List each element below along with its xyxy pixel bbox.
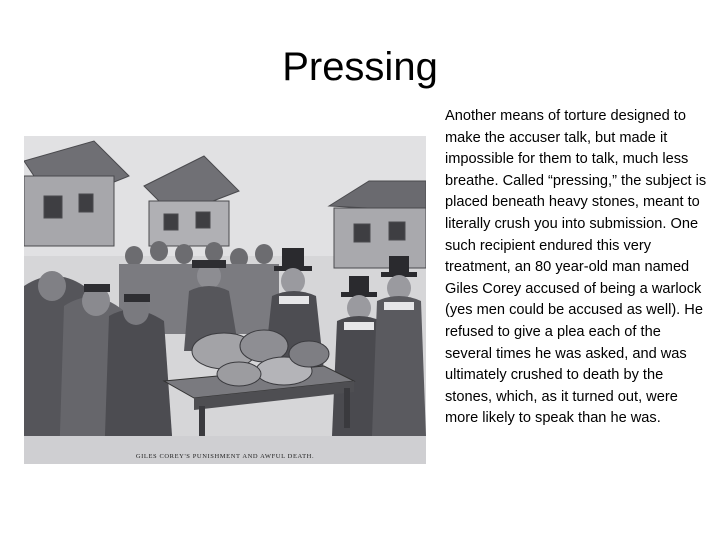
image-caption: GILES COREY'S PUNISHMENT AND AWFUL DEATH. — [135, 453, 315, 460]
slide-body-text: Another means of torture designed to make the accuser talk, but made it impossible for them to talk, much less breathe. Called “pressing,” the subject is placed beneath heavy stones, meant to literally crush you into submission. One such recipient endured this very treatment, an 80 year-old man named Giles Corey accused of being a warlock (yes men could be accused as well). He refused to give a plea each of the several times he was asked, and was ultimately crushed to death by the stones, which, as it turned out, were more likely to speak than he was. — [445, 108, 707, 427]
engraving-illustration — [24, 136, 426, 464]
engraving-drawing — [24, 136, 426, 464]
slide-title: Pressing — [282, 45, 438, 89]
